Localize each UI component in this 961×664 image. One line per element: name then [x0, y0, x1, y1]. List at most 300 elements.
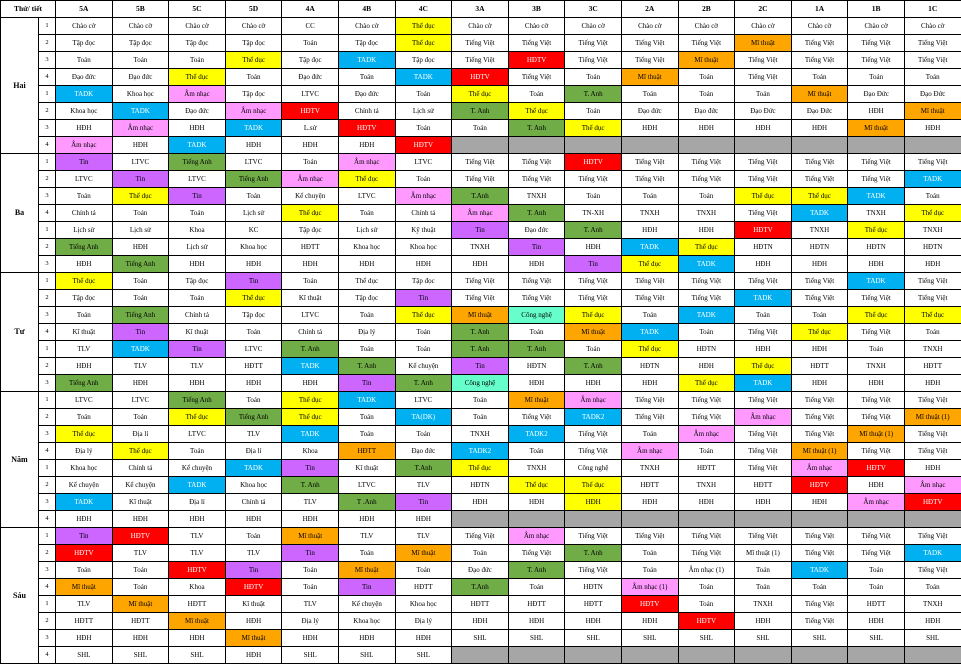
subject-cell: Tin: [338, 375, 395, 392]
subject-cell: Chào cờ: [565, 18, 622, 35]
day-label: Tư: [1, 273, 39, 392]
subject-cell: Khoa học: [112, 86, 169, 103]
subject-cell: [508, 647, 565, 664]
subject-cell: Âm nhạc: [112, 120, 169, 137]
subject-cell: Tiếng Việt: [791, 273, 848, 290]
subject-cell: Tiếng Việt: [565, 562, 622, 579]
subject-cell: Thể dục: [395, 35, 452, 52]
subject-cell: LTVC: [112, 392, 169, 409]
subject-cell: [735, 647, 792, 664]
subject-cell: Thể dục: [904, 205, 961, 222]
subject-cell: TA(DK): [395, 409, 452, 426]
period-number: 1: [39, 596, 56, 613]
subject-cell: HĐTV: [904, 494, 961, 511]
subject-cell: Toán: [112, 273, 169, 290]
subject-cell: HĐH: [621, 120, 678, 137]
subject-cell: TLV: [395, 477, 452, 494]
subject-cell: Âm nhạc: [225, 103, 282, 120]
subject-cell: Chào cờ: [225, 18, 282, 35]
subject-cell: [678, 511, 735, 528]
subject-cell: Toán: [904, 188, 961, 205]
subject-cell: Tiếng Việt: [508, 154, 565, 171]
subject-cell: Kể chuyện: [56, 477, 113, 494]
subject-cell: TADK2: [565, 409, 622, 426]
subject-cell: LTVC: [338, 188, 395, 205]
subject-cell: [565, 137, 622, 154]
period-number: 1: [39, 341, 56, 358]
table-row: [1, 205, 961, 222]
subject-cell: Thể dục: [282, 205, 339, 222]
subject-cell: Toán: [225, 528, 282, 545]
subject-cell: TADK: [112, 103, 169, 120]
subject-cell: Tiếng Việt: [508, 35, 565, 52]
subject-cell: Mĩ thuật: [282, 528, 339, 545]
subject-cell: HĐH: [904, 375, 961, 392]
subject-cell: Toán: [112, 52, 169, 69]
subject-cell: Tiếng Việt: [678, 392, 735, 409]
subject-cell: TADK: [678, 307, 735, 324]
subject-cell: Đạo Đức: [848, 86, 905, 103]
period-number: 3: [39, 426, 56, 443]
subject-cell: Toán: [112, 562, 169, 579]
subject-cell: [848, 511, 905, 528]
period-number: 2: [39, 239, 56, 256]
subject-cell: Mĩ thuật: [565, 324, 622, 341]
subject-cell: Thể dục: [508, 477, 565, 494]
subject-cell: SHL: [848, 630, 905, 647]
subject-cell: HĐH: [735, 494, 792, 511]
subject-cell: TLV: [112, 358, 169, 375]
subject-cell: [621, 647, 678, 664]
subject-cell: HĐH: [621, 613, 678, 630]
table-row: [1, 171, 961, 188]
subject-cell: Toán: [452, 409, 509, 426]
subject-cell: Tiếng Việt: [678, 154, 735, 171]
subject-cell: HĐTT: [735, 477, 792, 494]
subject-cell: Toán: [848, 579, 905, 596]
period-number: 4: [39, 443, 56, 460]
subject-cell: Toán: [791, 579, 848, 596]
subject-cell: Tiếng Anh: [169, 154, 226, 171]
subject-cell: [735, 137, 792, 154]
subject-cell: Tập đọc: [112, 35, 169, 52]
subject-cell: HĐH: [395, 630, 452, 647]
subject-cell: Toán: [621, 188, 678, 205]
subject-cell: Khoa học: [338, 239, 395, 256]
table-row: [1, 562, 961, 579]
subject-cell: Thể dục: [112, 443, 169, 460]
subject-cell: TLV: [282, 494, 339, 511]
subject-cell: Tiếng Việt: [848, 35, 905, 52]
subject-cell: HĐH: [621, 375, 678, 392]
class-header-5c: 5C: [169, 1, 226, 18]
subject-cell: Âm nhạc: [508, 528, 565, 545]
subject-cell: SHL: [112, 647, 169, 664]
table-row: [1, 18, 961, 35]
subject-cell: Toán: [112, 290, 169, 307]
subject-cell: [848, 137, 905, 154]
subject-cell: Thể dục: [565, 120, 622, 137]
subject-cell: Thể dục: [508, 103, 565, 120]
subject-cell: HĐTN: [621, 358, 678, 375]
subject-cell: TADK: [395, 69, 452, 86]
subject-cell: Tiếng Việt: [735, 52, 792, 69]
subject-cell: HĐH: [678, 358, 735, 375]
subject-cell: HĐH: [338, 630, 395, 647]
subject-cell: [904, 137, 961, 154]
subject-cell: Tin: [225, 562, 282, 579]
subject-cell: Âm nhạc: [678, 426, 735, 443]
subject-cell: T. Anh: [452, 103, 509, 120]
subject-cell: HĐH: [565, 375, 622, 392]
subject-cell: Địa lý: [338, 324, 395, 341]
subject-cell: Mĩ thuật (1): [904, 409, 961, 426]
class-header-5b: 5B: [112, 1, 169, 18]
table-row: [1, 324, 961, 341]
subject-cell: Âm nhạc: [848, 494, 905, 511]
class-header-3a: 3A: [452, 1, 509, 18]
subject-cell: Chào cờ: [621, 18, 678, 35]
subject-cell: Tiếng Việt: [791, 154, 848, 171]
subject-cell: TADK: [225, 120, 282, 137]
subject-cell: CC: [282, 18, 339, 35]
subject-cell: Chào cờ: [338, 18, 395, 35]
subject-cell: Tiếng Việt: [621, 154, 678, 171]
subject-cell: SHL: [508, 630, 565, 647]
subject-cell: Toán: [395, 86, 452, 103]
subject-cell: Toán: [225, 324, 282, 341]
subject-cell: HĐTN: [904, 239, 961, 256]
subject-cell: Tiếng Việt: [904, 392, 961, 409]
subject-cell: Kể chuyện: [395, 358, 452, 375]
subject-cell: HĐH: [904, 120, 961, 137]
subject-cell: HĐH: [848, 613, 905, 630]
subject-cell: T. Anh: [565, 358, 622, 375]
subject-cell: LTVC: [225, 154, 282, 171]
table-row: [1, 528, 961, 545]
subject-cell: TADK: [848, 188, 905, 205]
subject-cell: Tiếng Việt: [678, 290, 735, 307]
subject-cell: HĐTV: [508, 52, 565, 69]
period-number: 2: [39, 358, 56, 375]
subject-cell: Chào cờ: [791, 18, 848, 35]
subject-cell: Thể dục: [56, 426, 113, 443]
subject-cell: TLV: [225, 426, 282, 443]
subject-cell: Toán: [678, 324, 735, 341]
subject-cell: Toán: [225, 392, 282, 409]
subject-cell: TADK: [791, 205, 848, 222]
subject-cell: Toán: [56, 562, 113, 579]
subject-cell: HĐH: [169, 630, 226, 647]
subject-cell: L.sử: [282, 120, 339, 137]
day-label: Năm: [1, 392, 39, 528]
subject-cell: Tiếng Việt: [848, 290, 905, 307]
subject-cell: Toán: [678, 443, 735, 460]
subject-cell: Tiếng Việt: [452, 52, 509, 69]
subject-cell: Tiếng Việt: [904, 52, 961, 69]
subject-cell: Tập đọc: [395, 52, 452, 69]
subject-cell: Chào cờ: [904, 18, 961, 35]
subject-cell: Âm nhạc (1): [678, 562, 735, 579]
subject-cell: HĐH: [112, 375, 169, 392]
subject-cell: HĐTT: [225, 358, 282, 375]
period-number: 1: [39, 460, 56, 477]
subject-cell: Mĩ thuật: [508, 392, 565, 409]
subject-cell: Mĩ thuật: [395, 545, 452, 562]
subject-cell: Tiếng Việt: [848, 171, 905, 188]
subject-cell: Mĩ thuật: [225, 630, 282, 647]
subject-cell: Khoa học: [225, 239, 282, 256]
subject-cell: TADK: [169, 477, 226, 494]
subject-cell: HĐH: [621, 494, 678, 511]
subject-cell: LTVC: [169, 171, 226, 188]
subject-cell: [791, 137, 848, 154]
subject-cell: HĐH: [508, 375, 565, 392]
subject-cell: Tiếng Việt: [621, 35, 678, 52]
subject-cell: Tin: [452, 222, 509, 239]
subject-cell: Toán: [338, 205, 395, 222]
subject-cell: SHL: [282, 647, 339, 664]
subject-cell: Toán: [735, 86, 792, 103]
period-number: 4: [39, 69, 56, 86]
subject-cell: Tiếng Việt: [621, 52, 678, 69]
subject-cell: HĐH: [282, 256, 339, 273]
subject-cell: Âm nhạc: [621, 443, 678, 460]
subject-cell: Khoa: [169, 222, 226, 239]
subject-cell: Tiếng Việt: [508, 171, 565, 188]
subject-cell: Chính tả: [112, 460, 169, 477]
subject-cell: Âm nhạc: [56, 137, 113, 154]
class-header-1c: 1C: [904, 1, 961, 18]
subject-cell: TNXH: [678, 205, 735, 222]
subject-cell: Mĩ thuật: [338, 562, 395, 579]
subject-cell: T .Anh: [338, 494, 395, 511]
table-row: [1, 630, 961, 647]
subject-cell: Thể dục: [225, 52, 282, 69]
subject-cell: Tập đọc: [338, 290, 395, 307]
subject-cell: T. Anh: [508, 205, 565, 222]
table-row: [1, 290, 961, 307]
subject-cell: Tin: [395, 494, 452, 511]
subject-cell: Âm nhạc: [169, 86, 226, 103]
subject-cell: Tiếng Việt: [678, 528, 735, 545]
subject-cell: Toán: [169, 443, 226, 460]
subject-cell: [735, 511, 792, 528]
subject-cell: HĐTT: [112, 613, 169, 630]
subject-cell: Tiếng Việt: [565, 35, 622, 52]
subject-cell: Kể chuyện: [112, 477, 169, 494]
subject-cell: HĐH: [225, 375, 282, 392]
subject-cell: HĐTT: [452, 596, 509, 613]
subject-cell: TADK: [791, 562, 848, 579]
subject-cell: T. Anh: [508, 120, 565, 137]
subject-cell: Tiếng Việt: [791, 545, 848, 562]
subject-cell: TN-XH: [565, 205, 622, 222]
subject-cell: Tiếng Việt: [678, 171, 735, 188]
subject-cell: HĐH: [225, 647, 282, 664]
class-header-2c: 2C: [735, 1, 792, 18]
subject-cell: Tiếng Việt: [735, 426, 792, 443]
subject-cell: Thể dục: [678, 239, 735, 256]
subject-cell: Tiếng Việt: [565, 290, 622, 307]
subject-cell: Thể dục: [621, 341, 678, 358]
header-row: [1, 1, 961, 18]
subject-cell: Toán: [452, 120, 509, 137]
subject-cell: Tiếng Việt: [565, 171, 622, 188]
subject-cell: Chính tả: [56, 205, 113, 222]
subject-cell: Tiếng Việt: [848, 545, 905, 562]
subject-cell: Đạo đức: [282, 69, 339, 86]
subject-cell: Chính tả: [282, 324, 339, 341]
subject-cell: Đạo đức: [112, 69, 169, 86]
period-number: 2: [39, 545, 56, 562]
table-row: [1, 460, 961, 477]
subject-cell: Thể dục: [225, 290, 282, 307]
subject-cell: Tiếng Việt: [791, 596, 848, 613]
subject-cell: Chào cờ: [678, 18, 735, 35]
subject-cell: KC: [225, 222, 282, 239]
subject-cell: [621, 137, 678, 154]
subject-cell: Thể dục: [848, 222, 905, 239]
period-number: 2: [39, 35, 56, 52]
subject-cell: Toán: [565, 341, 622, 358]
subject-cell: TADK: [56, 86, 113, 103]
subject-cell: Đạo đức: [56, 69, 113, 86]
subject-cell: HĐH: [791, 375, 848, 392]
subject-cell: HĐH: [452, 613, 509, 630]
subject-cell: Âm nhạc: [452, 205, 509, 222]
subject-cell: SHL: [621, 630, 678, 647]
subject-cell: Âm nhạc: [904, 477, 961, 494]
subject-cell: Tiếng Việt: [565, 52, 622, 69]
subject-cell: Toán: [452, 392, 509, 409]
subject-cell: Thể dục: [565, 307, 622, 324]
subject-cell: TADK: [282, 426, 339, 443]
subject-cell: Tiếng Việt: [452, 528, 509, 545]
subject-cell: LTVC: [56, 171, 113, 188]
subject-cell: Thể dục: [565, 477, 622, 494]
subject-cell: HĐH: [735, 256, 792, 273]
table-row: [1, 137, 961, 154]
subject-cell: Tiếng Việt: [848, 528, 905, 545]
subject-cell: Âm nhạc: [338, 154, 395, 171]
subject-cell: Kỹ thuật: [395, 222, 452, 239]
subject-cell: Tiếng Việt: [452, 154, 509, 171]
subject-cell: HĐTN: [678, 341, 735, 358]
subject-cell: SHL: [904, 630, 961, 647]
subject-cell: Tin: [282, 545, 339, 562]
subject-cell: Toán: [848, 69, 905, 86]
subject-cell: HĐTT: [169, 596, 226, 613]
subject-cell: LTVC: [112, 154, 169, 171]
subject-cell: Tập đọc: [282, 222, 339, 239]
subject-cell: Toán: [395, 562, 452, 579]
class-header-4c: 4C: [395, 1, 452, 18]
subject-cell: Tin: [282, 460, 339, 477]
subject-cell: Đạo đức: [169, 103, 226, 120]
subject-cell: Thể dục: [395, 18, 452, 35]
subject-cell: Âm nhạc: [791, 460, 848, 477]
class-header-1a: 1A: [791, 1, 848, 18]
subject-cell: HĐH: [621, 222, 678, 239]
subject-cell: HĐH: [282, 511, 339, 528]
subject-cell: Toán: [508, 86, 565, 103]
subject-cell: Mĩ thuật: [621, 69, 678, 86]
subject-cell: Đạo Đức: [735, 103, 792, 120]
subject-cell: HĐH: [848, 477, 905, 494]
subject-cell: Tiếng Việt: [735, 392, 792, 409]
subject-cell: Lịch sử: [225, 205, 282, 222]
subject-cell: Kĩ thuật: [56, 324, 113, 341]
subject-cell: Tiếng Việt: [621, 273, 678, 290]
subject-cell: HĐH: [848, 103, 905, 120]
subject-cell: LTVC: [56, 392, 113, 409]
subject-cell: Tiếng Việt: [508, 290, 565, 307]
class-header-5d: 5D: [225, 1, 282, 18]
subject-cell: T. Anh: [282, 341, 339, 358]
subject-cell: [791, 647, 848, 664]
table-row: [1, 392, 961, 409]
subject-cell: HĐTT: [338, 443, 395, 460]
subject-cell: Toán: [338, 545, 395, 562]
period-number: 1: [39, 392, 56, 409]
subject-cell: HĐTV: [338, 120, 395, 137]
subject-cell: Chính tả: [225, 494, 282, 511]
subject-cell: Tiếng Việt: [621, 392, 678, 409]
subject-cell: Tiếng Việt: [791, 392, 848, 409]
subject-cell: TADK: [678, 256, 735, 273]
subject-cell: Tiếng Việt: [791, 35, 848, 52]
table-row: [1, 239, 961, 256]
subject-cell: Toán: [452, 545, 509, 562]
subject-cell: Chào cờ: [848, 18, 905, 35]
subject-cell: TADK: [904, 545, 961, 562]
period-number: 1: [39, 18, 56, 35]
subject-cell: TNXH: [621, 460, 678, 477]
subject-cell: [678, 647, 735, 664]
subject-cell: HĐH: [848, 256, 905, 273]
subject-cell: SHL: [678, 630, 735, 647]
subject-cell: Toán: [169, 52, 226, 69]
subject-cell: Công nghệ: [452, 375, 509, 392]
subject-cell: Thể dục: [621, 256, 678, 273]
subject-cell: Tin: [56, 528, 113, 545]
subject-cell: SHL: [565, 630, 622, 647]
subject-cell: Âm nhạc (1): [621, 579, 678, 596]
subject-cell: Tiếng Việt: [621, 409, 678, 426]
subject-cell: Tập đọc: [225, 307, 282, 324]
subject-cell: Tiếng Việt: [735, 324, 792, 341]
subject-cell: Tập đọc: [169, 35, 226, 52]
subject-cell: [508, 137, 565, 154]
subject-cell: TNXH: [848, 205, 905, 222]
subject-cell: Tiếng Việt: [621, 171, 678, 188]
subject-cell: Chào cờ: [452, 18, 509, 35]
subject-cell: HĐTT: [395, 579, 452, 596]
subject-cell: Toán: [56, 409, 113, 426]
class-header-3b: 3B: [508, 1, 565, 18]
period-number: 2: [39, 103, 56, 120]
subject-cell: Lịch sử: [56, 222, 113, 239]
subject-cell: Tập đọc: [169, 273, 226, 290]
subject-cell: Thể dục: [452, 460, 509, 477]
subject-cell: Toán: [282, 35, 339, 52]
subject-cell: Thể dục: [848, 307, 905, 324]
subject-cell: Kĩ thuật: [338, 460, 395, 477]
subject-cell: TNXH: [508, 460, 565, 477]
subject-cell: Tiếng Việt: [735, 69, 792, 86]
subject-cell: Khoa học: [56, 460, 113, 477]
